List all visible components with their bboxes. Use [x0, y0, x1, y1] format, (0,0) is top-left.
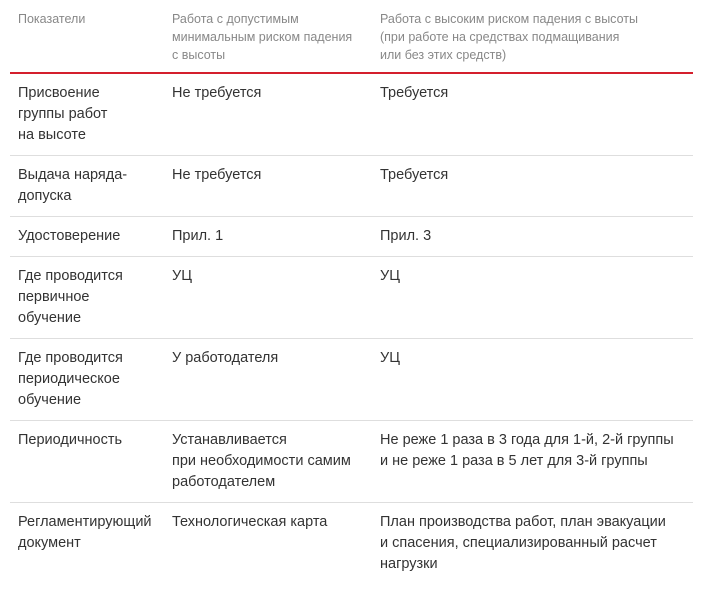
row-label: Удостоверение — [10, 217, 164, 257]
row-label: Выдача наряда- допуска — [10, 156, 164, 217]
low-risk-value: Устанавливается при необходимости самим работодателем — [164, 421, 372, 503]
low-risk-value: Прил. 1 — [164, 217, 372, 257]
table-row — [10, 503, 693, 585]
header-cell-indicators: Показатели — [10, 0, 164, 73]
high-risk-value: Не реже 1 раза в 3 года для 1-й, 2-й группы и не реже 1 раза в 5 лет для 3-й группы — [372, 421, 693, 503]
high-risk-value: УЦ — [372, 257, 693, 339]
row-label: Регламентирующий документ — [18, 514, 152, 551]
high-risk-value: Требуется — [372, 73, 693, 156]
table-row — [10, 257, 693, 339]
header-cell-low-risk: Работа с допустимым минимальным риском падения с высоты — [164, 0, 372, 73]
header-row — [10, 0, 693, 73]
high-risk-value: Прил. 3 — [372, 217, 693, 257]
comparison-table — [10, 0, 693, 584]
row-label: Присвоение группы работ на высоте — [10, 73, 164, 156]
high-risk-value: План производства работ, план эвакуации и спасения, специализированный расчет нагрузки — [380, 514, 666, 572]
table-body — [10, 73, 693, 584]
header-cell-high-risk: Работа с высоким риском падения с высоты (при работе на средствах подмащивания или без этих средств) — [372, 0, 693, 73]
low-risk-value: У работодателя — [164, 339, 372, 421]
table-row — [10, 421, 693, 503]
low-risk-value: УЦ — [164, 257, 372, 339]
low-risk-value: Не требуется — [164, 156, 372, 217]
row-label: Периодичность — [10, 421, 164, 503]
row-label: Где проводится периодическое обучение — [10, 339, 164, 421]
low-risk-value: Не требуется — [164, 73, 372, 156]
high-risk-value: УЦ — [372, 339, 693, 421]
table-row — [10, 339, 693, 421]
row-label: Где проводится первичное обучение — [10, 257, 164, 339]
table-row — [10, 156, 693, 217]
table-header — [10, 0, 693, 73]
table-row — [10, 217, 693, 257]
low-risk-value: Технологическая карта — [172, 514, 328, 530]
table-row — [10, 73, 693, 156]
high-risk-value: Требуется — [372, 156, 693, 217]
